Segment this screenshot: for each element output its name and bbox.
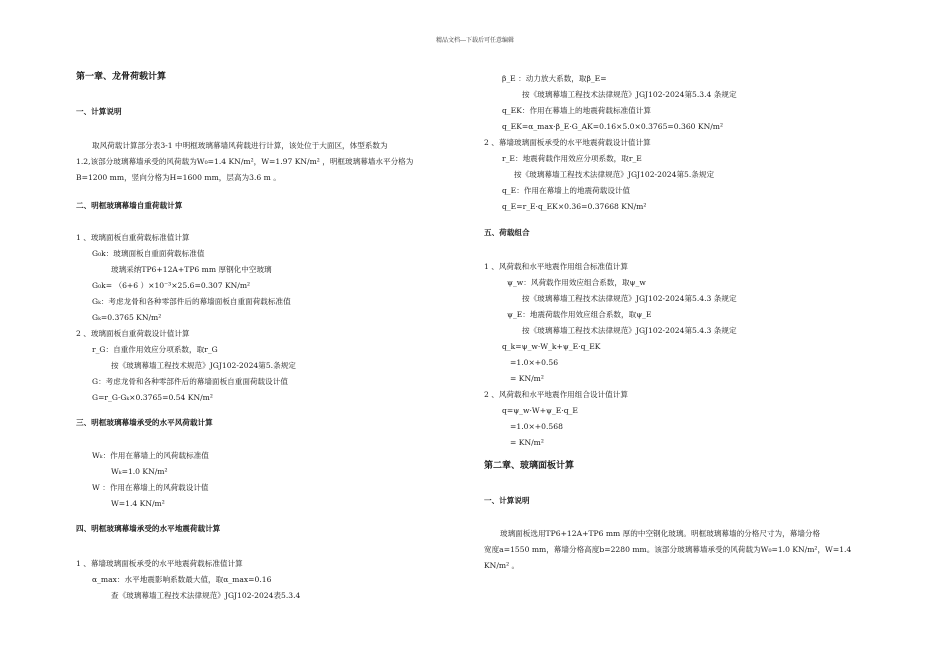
formula-line: Wₖ=1.0 KN/m² [111,467,168,476]
formula-line: 按《玻璃幕墙工程技术法律规范》JGJ102-2024第5.条规定 [514,170,715,179]
formula-line: =1.0×+0.568 [510,422,563,431]
formula-line: q=ψ_w·W+ψ_E·q_E [502,406,578,415]
formula-line: W ：作用在幕墙上的风荷载设计值 [92,483,209,492]
page-header: 精品文档---下载后可任意编辑 [435,37,515,44]
formula-line: q_k=ψ_w·W_k+ψ_E·q_EK [502,342,601,351]
list-item: 2 、幕墙玻璃面板承受的水平地震荷载设计值计算 [484,138,651,147]
formula-line: W=1.4 KN/m² [111,499,165,508]
list-item: 2 、风荷载和水平地震作用组合设计值计算 [484,390,628,399]
formula-line: G：考虑龙骨和各种零部件后的幕墙面板自重面荷载设计值 [92,377,288,386]
list-item: 2 、玻璃面板自重荷载设计值计算 [76,329,190,338]
formula-line: G=r_G·Gₖ×0.3765=0.54 KN/m² [92,393,213,402]
formula-line: 按《玻璃幕墙工程技术法律规范》JGJ102-2024第5.4.3 条规定 [522,326,737,335]
section-3-title: 三、明框玻璃幕墙承受的水平风荷载计算 [76,418,213,427]
formula-line: Wₖ：作用在幕墙上的风荷载标准值 [92,451,209,460]
chapter-2-section-1-title: 一、计算说明 [484,496,530,505]
formula-line: = KN/m² [510,374,544,383]
formula-line: q_EK=α_max·β_E·G_AK=0.16×5.0×0.3765=0.360 KN/m² [502,122,724,131]
formula-line: ψ_w：风荷载作用效应组合系数，取ψ_w [507,278,646,287]
paragraph-line: B=1200 mm，竖向分格为H=1600 mm，层高为3.6 m 。 [76,173,281,182]
formula-line: ψ_E：地震荷载作用效应组合系数，取ψ_E [507,310,652,319]
formula-line: =1.0×+0.56 [510,358,559,367]
formula-line: r_G：自重作用效应分项系数，取r_G [92,345,218,354]
formula-line: 按《玻璃幕墙工程技术法律规范》JGJ102-2024第5.3.4 条规定 [522,90,737,99]
formula-line: = KN/m² [510,438,544,447]
list-item: 1 、风荷载和水平地震作用组合标准值计算 [484,262,628,271]
formula-line: r_E：地震荷载作用效应分项系数，取r_E [502,154,642,163]
section-2-title: 二、明框玻璃幕墙自重荷载计算 [76,201,183,210]
paragraph-line: 宽度a=1550 mm，幕墙分格高度b=2280 mm。该部分玻璃幕墙承受的风荷载为W₀=1.0 KN/m²，W=1.4 [484,545,852,554]
formula-line: G₀k：玻璃面板自重面荷载标准值 [92,249,205,258]
chapter-1-title: 第一章、龙骨荷载计算 [76,72,167,82]
section-5-title: 五、荷载组合 [484,228,530,237]
paragraph-line: KN/m² 。 [484,561,520,570]
formula-line: 查《玻璃幕墙工程技术法律规范》JGJ102-2024表5.3.4 [111,591,301,600]
section-1-title: 一、计算说明 [76,107,122,116]
formula-line: Gₖ=0.3765 KN/m² [92,313,162,322]
list-item: 1 、幕墙玻璃面板承受的水平地震荷载标准值计算 [76,559,243,568]
formula-line: 按《玻璃幕墙工程技术法律规范》JGJ102-2024第5.4.3 条规定 [522,294,737,303]
formula-line: G₀k= （6+6 ）×10⁻³×25.6=0.307 KN/m² [92,281,251,290]
section-4-title: 四、明框玻璃幕墙承受的水平地震荷载计算 [76,524,221,533]
formula-line: q_E：作用在幕墙上的地震荷载设计值 [502,186,631,195]
formula-line: Gₖ：考虑龙骨和各种零部件后的幕墙面板自重面荷载标准值 [92,297,291,306]
formula-line: q_E=r_E·q_EK×0.36=0.37668 KN/m² [502,202,647,211]
paragraph-line: 取风荷载计算部分表3-1 中明框玻璃幕墙风荷载进行计算，该处位于大面区，体型系数为 [92,141,388,150]
paragraph-line: 玻璃面板选用TP6+12A+TP6 mm 厚的中空钢化玻璃。明框玻璃幕墙的分格尺寸为，幕墙分格 [500,529,821,538]
formula-line: β_E ：动力放大系数，取β_E= [502,74,607,83]
formula-line: q_EK：作用在幕墙上的地震荷载标准值计算 [502,106,651,115]
formula-line: 玻璃采纳TP6+12A+TP6 mm 厚钢化中空玻璃 [111,265,272,274]
chapter-2-title: 第二章、玻璃面板计算 [484,461,575,471]
formula-line: α_max：水平地震影响系数最大值，取α_max=0.16 [92,575,272,584]
paragraph-line: 1.2,该部分玻璃幕墙承受的风荷载为W₀=1.4 KN/m²，W=1.97 KN/m² ，明框玻璃幕墙水平分格为 [76,157,414,166]
formula-line: 按《玻璃幕墙工程技术规范》JGJ102-2024第5.条规定 [111,361,296,370]
list-item: 1 、玻璃面板自重荷载标准值计算 [76,233,190,242]
